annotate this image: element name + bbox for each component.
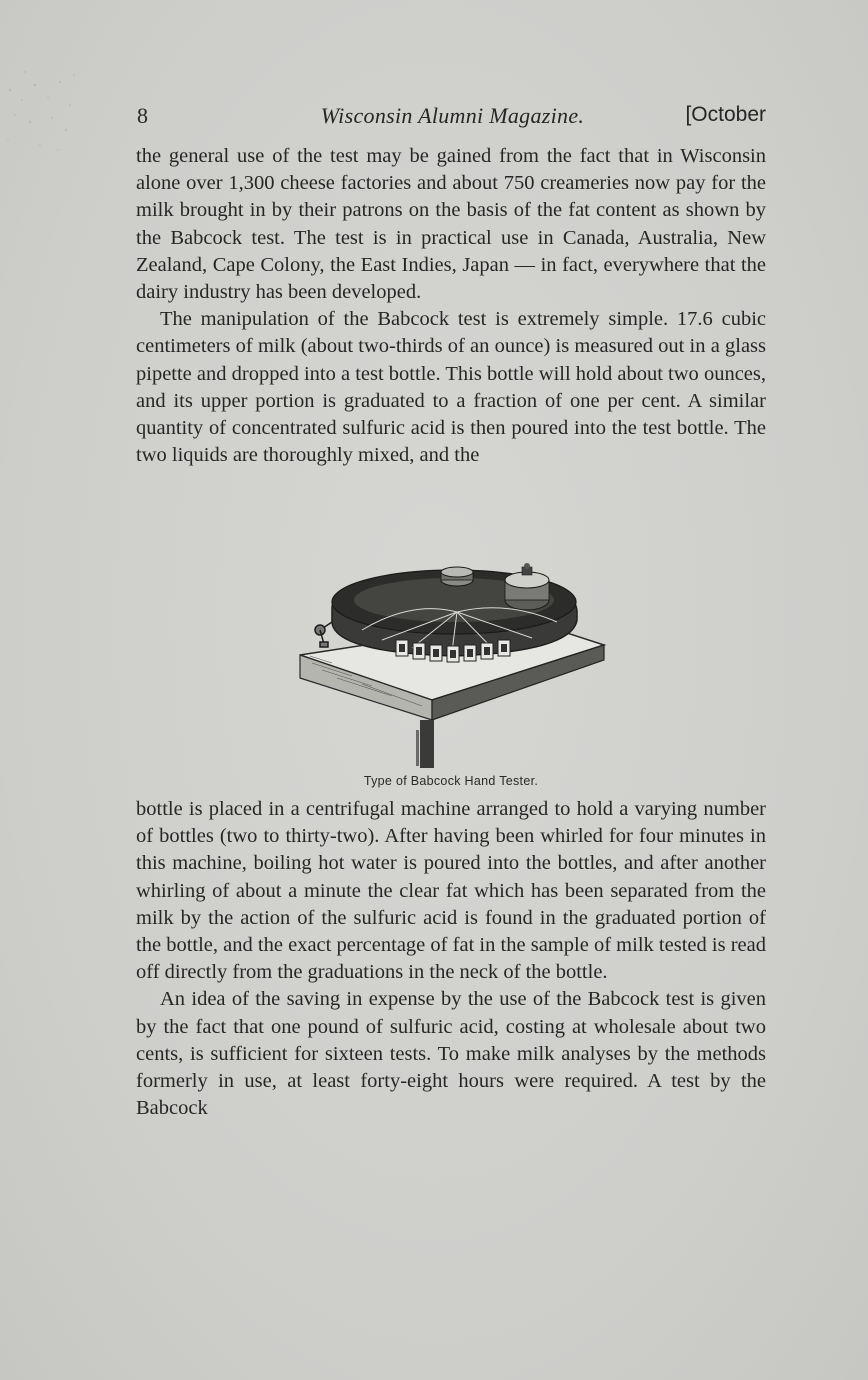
paragraph: the general use of the test may be gained from the fact that in Wisconsin alone over 1,300 cheese factories and about 750 creameries now pay for the milk brought in by their patrons on the basis of the fat content as shown by the Babcock test. The test is in practical use in Canada, Australia, New Zealand, Cape Colony, the East Indies, Japan — in fact, everywhere that the dairy industry has been developed.: [136, 145, 766, 304]
running-head: [137, 100, 768, 132]
body-text-bottom: [136, 796, 766, 1122]
magazine-title: Wisconsin Alumni Magazine.: [320, 103, 585, 128]
paragraph: An idea of the saving in expense by the use of the Babcock test is given by the fact that one pound of sulfuric acid, costing at wholesale about two cents, is sufficient for sixteen tests. To make milk analyses by the methods formerly in use, at least forty-eight hours were required. A test by the Babcock: [136, 988, 766, 1120]
paragraph: The manipulation of the Babcock test is extremely simple. 17.6 cubic centimeters of milk (about two-thirds of an ounce) is measured out in a glass pipette and dropped into a test bottle. This bottle will hold about two ounces, and its upper portion is graduated to a fraction of one per cent. A similar quantity of concentrated sulfuric acid is then poured into the test bottle. The two liquids are thoroughly mixed, and the: [136, 308, 766, 467]
babcock-tester-illustration: [292, 560, 612, 772]
scan-speckle: [0, 60, 90, 170]
paragraph: bottle is placed in a centrifugal machine arranged to hold a varying number of bottles (two to thirty-two). After having been whirled for four minutes in this machine, boiling hot water is poured into the bottles, and after another whirling of about a minute the clear fat which has been separated from the milk by the action of the sulfuric acid is found in the graduated portion of the bottle, and the exact percentage of fat in the sample of milk tested is read off directly from the graduations in the neck of the bottle.: [136, 798, 766, 984]
body-text-top: [136, 143, 766, 469]
issue-month: [October: [685, 103, 766, 126]
figure-caption: Type of Babcock Hand Tester.: [363, 774, 539, 788]
page-number: 8: [137, 103, 148, 128]
